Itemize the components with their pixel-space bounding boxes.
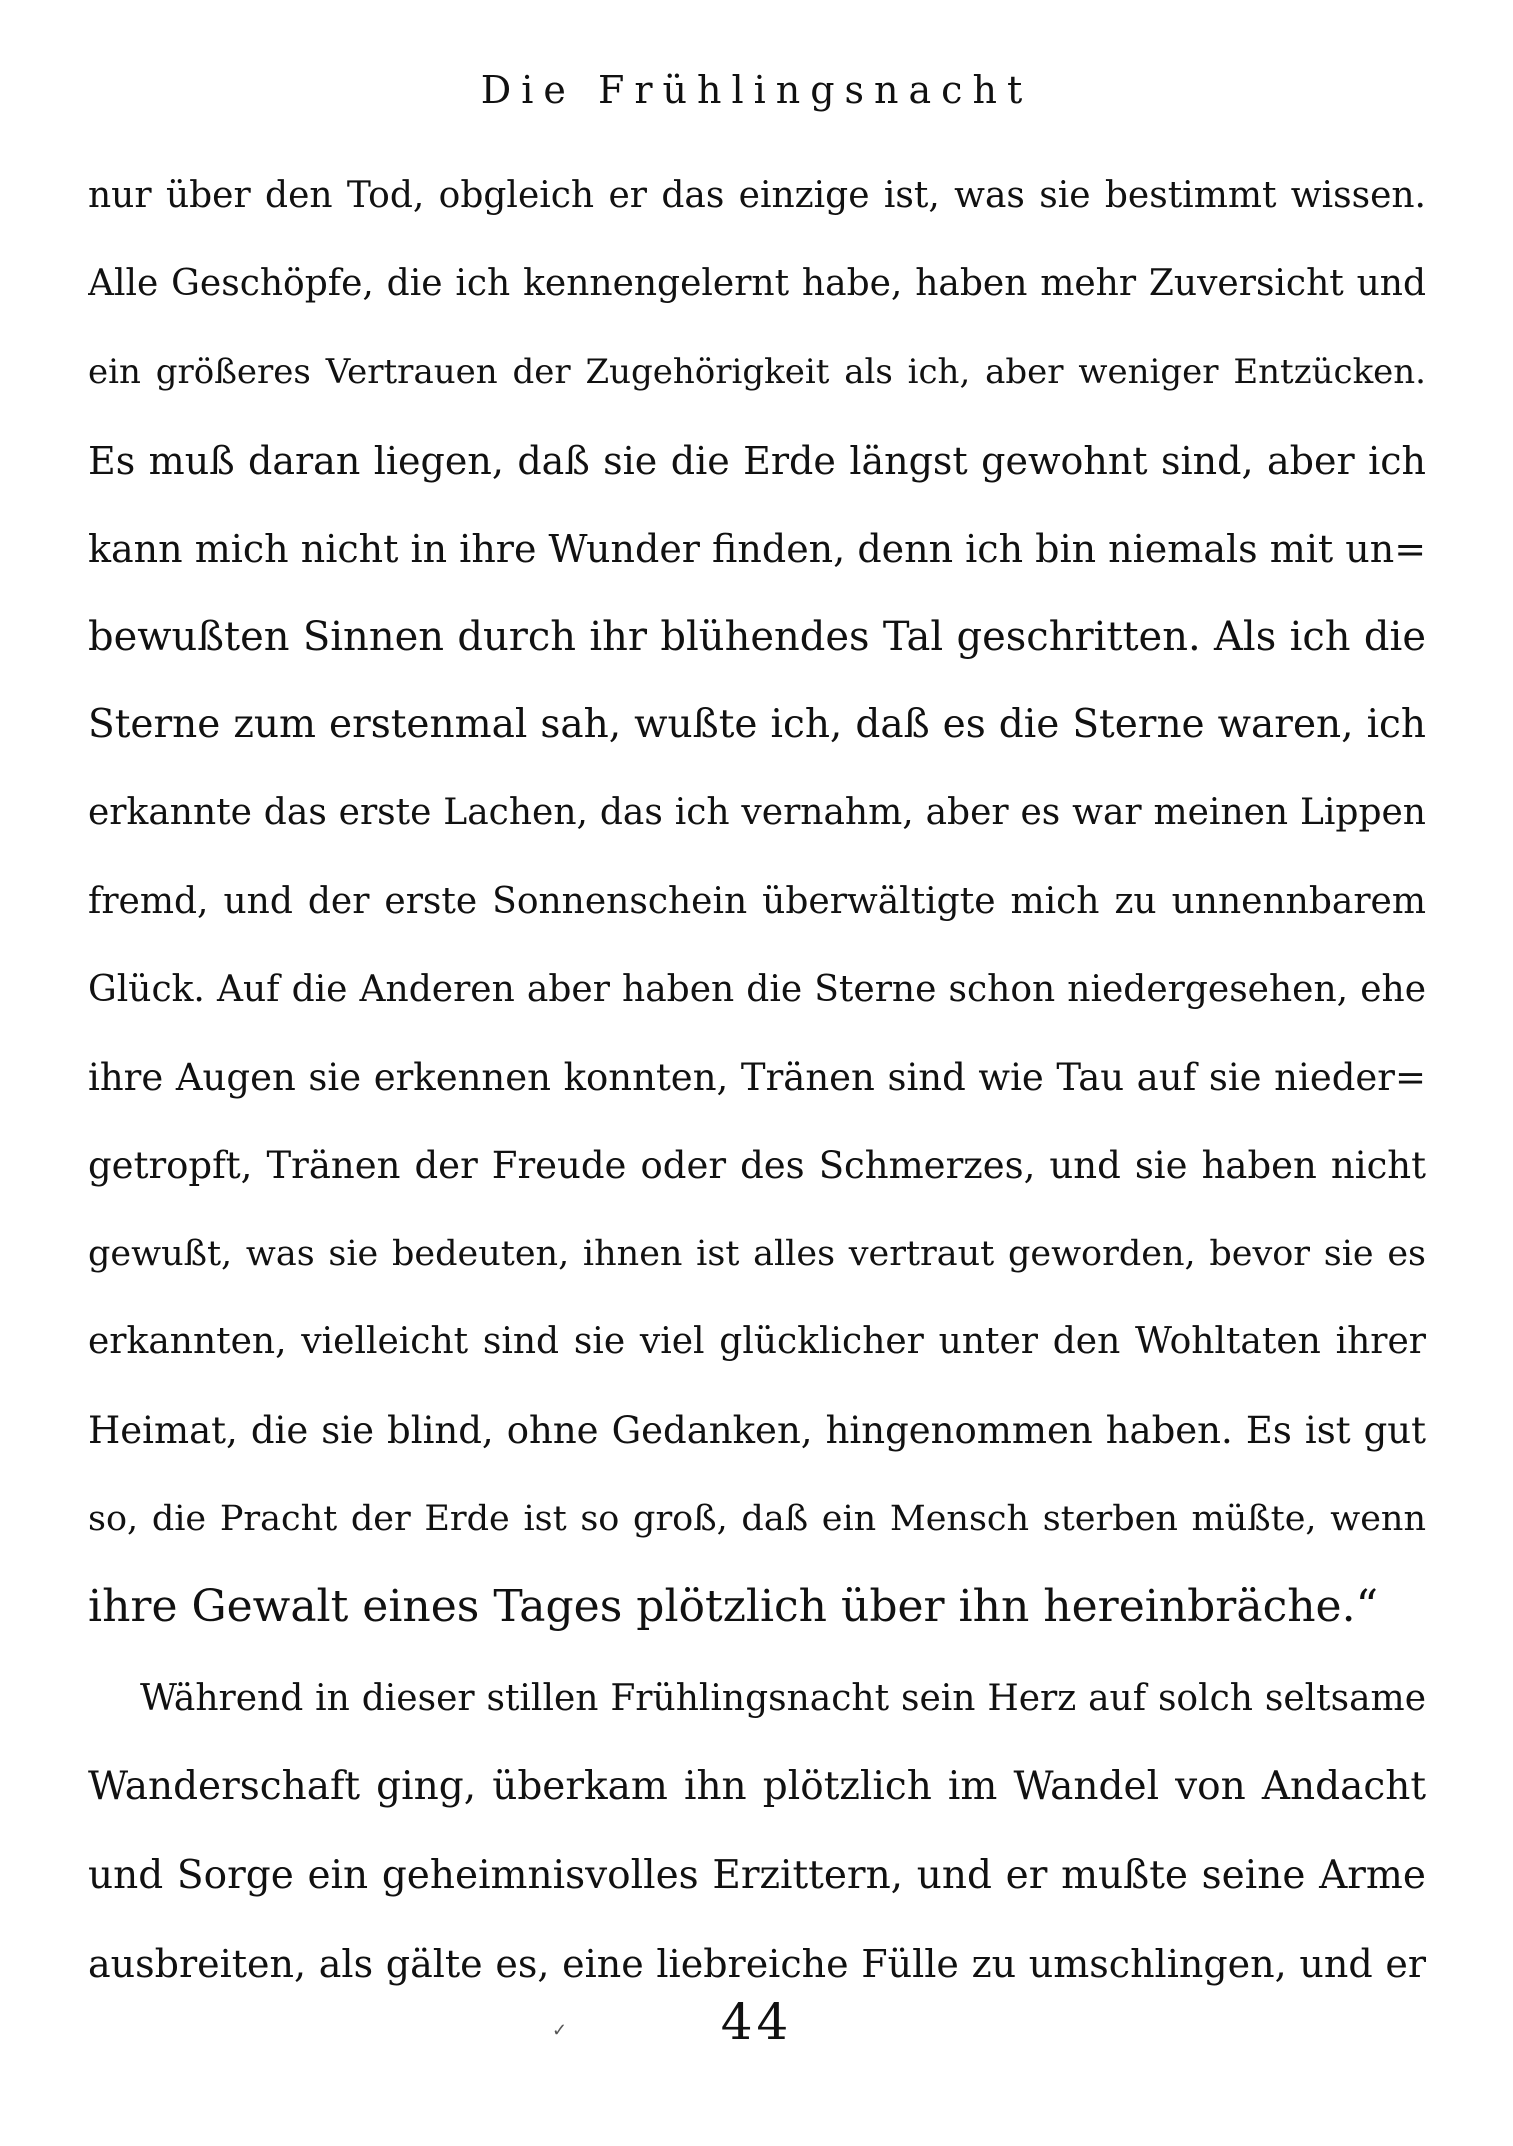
text-line: Während in dieser stillen Frühlingsnacht sein Herz auf solch seltsame bbox=[140, 1678, 1426, 1720]
page-number: 44 bbox=[720, 1993, 793, 2051]
text-line: Alle Geschöpfe, die ich kennengelernt habe, haben mehr Zuversicht und bbox=[88, 263, 1426, 305]
text-line: kann mich nicht in ihre Wunder finden, denn ich bin niemals mit un= bbox=[88, 526, 1426, 571]
running-head: Die Frühlingsnacht bbox=[480, 68, 1033, 112]
text-line: ihre Gewalt eines Tages plötzlich über ihn hereinbräche.“ bbox=[88, 1581, 1379, 1632]
text-line: erkannte das erste Lachen, das ich vernahm, aber es war meinen Lippen bbox=[88, 792, 1426, 834]
ink-speck: ✓ bbox=[552, 2020, 568, 2041]
paragraph-1 bbox=[88, 152, 1426, 1651]
text-line: ausbreiten, als gälte es, eine liebreiche Fülle zu umschlingen, und er bbox=[88, 1941, 1426, 1986]
text-line: Heimat, die sie blind, ohne Gedanken, hingenommen haben. Es ist gut bbox=[88, 1408, 1426, 1452]
text-line: fremd, und der erste Sonnenschein überwältigte mich zu unnennbarem bbox=[88, 880, 1426, 922]
text-line: nur über den Tod, obgleich er das einzige ist, was sie bestimmt wissen. bbox=[88, 175, 1426, 216]
text-line: bewußten Sinnen durch ihr blühendes Tal geschritten. Als ich die bbox=[88, 613, 1426, 660]
text-line: Wanderschaft ging, überkam ihn plötzlich im Wandel von Andacht bbox=[88, 1764, 1426, 1810]
text-line: gewußt, was sie bedeuten, ihnen ist alles vertraut geworden, bevor sie es bbox=[88, 1234, 1426, 1275]
text-line: Glück. Auf die Anderen aber haben die Sterne schon niedergesehen, ehe bbox=[88, 968, 1426, 1010]
text-line: getropft, Tränen der Freude oder des Schmerzes, und sie haben nicht bbox=[88, 1144, 1426, 1188]
text-line: ihre Augen sie erkennen konnten, Tränen sind wie Tau auf sie nieder= bbox=[88, 1055, 1426, 1099]
paragraph-2 bbox=[88, 1655, 1426, 2008]
text-line: und Sorge ein geheimnisvolles Erzittern, und er mußte seine Arme bbox=[88, 1852, 1426, 1898]
text-line: Sterne zum erstenmal sah, wußte ich, daß es die Sterne waren, ich bbox=[88, 702, 1426, 748]
text-line: Es muß daran liegen, daß sie die Erde längst gewohnt sind, aber ich bbox=[88, 438, 1426, 483]
text-line: erkannten, vielleicht sind sie viel glücklicher unter den Wohltaten ihrer bbox=[88, 1321, 1426, 1363]
text-line: ein größeres Vertrauen der Zugehörigkeit als ich, aber weniger Entzücken. bbox=[88, 352, 1426, 393]
body-text bbox=[88, 152, 1426, 2008]
text-line: so, die Pracht der Erde ist so groß, daß ein Mensch sterben müßte, wenn bbox=[88, 1498, 1426, 1539]
